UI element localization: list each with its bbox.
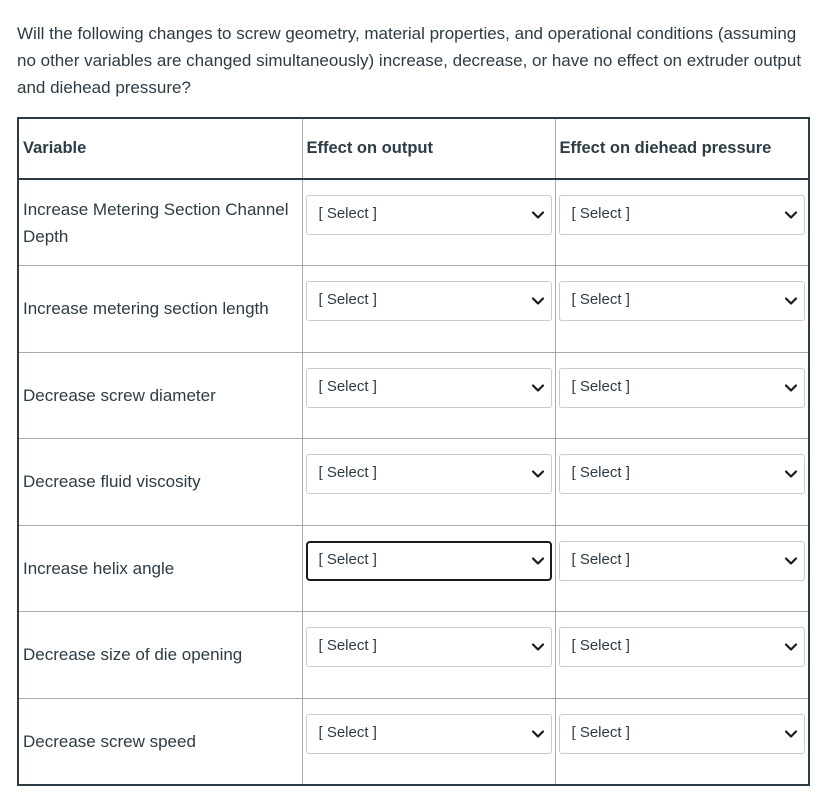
pressure-select[interactable] <box>559 195 806 235</box>
question-text: Will the following changes to screw geometry, material properties, and operational conditions (assuming no other variables are changed simultaneously) increase, decrease, or have no effect on extruder output and diehead pressure? <box>17 24 802 97</box>
chevron-down-icon <box>784 294 798 308</box>
output-select-cell <box>302 439 555 526</box>
select-value: [ Select ] <box>318 637 377 654</box>
table-row <box>18 352 809 439</box>
table-row <box>18 612 809 699</box>
output-select-cell <box>302 698 555 785</box>
variable-label: Increase helix angle <box>18 525 302 612</box>
chevron-down-icon <box>784 640 798 654</box>
pressure-select-cell <box>555 179 809 266</box>
chevron-down-icon <box>531 294 545 308</box>
select-value: [ Select ] <box>318 291 377 308</box>
chevron-down-icon <box>531 381 545 395</box>
pressure-select[interactable] <box>559 541 806 581</box>
select-value: [ Select ] <box>571 377 630 395</box>
table-row <box>18 439 809 526</box>
variable-label: Decrease screw diameter <box>18 352 302 439</box>
pressure-select-cell <box>555 352 809 439</box>
select-value: [ Select ] <box>318 377 377 395</box>
output-select[interactable] <box>306 541 552 581</box>
output-select[interactable] <box>306 281 552 321</box>
pressure-select[interactable] <box>559 714 806 754</box>
output-select-cell <box>302 525 555 612</box>
header-effect-on-pressure: Effect on diehead pressure <box>555 118 809 179</box>
variable-label: Decrease fluid viscosity <box>18 439 302 526</box>
chevron-down-icon <box>531 640 545 654</box>
chevron-down-icon <box>531 208 545 222</box>
pressure-select[interactable] <box>559 281 806 321</box>
pressure-select[interactable] <box>559 454 806 494</box>
pressure-select[interactable] <box>559 627 806 667</box>
variable-label: Decrease size of die opening <box>18 612 302 699</box>
pressure-select[interactable] <box>559 368 806 408</box>
output-select-cell <box>302 612 555 699</box>
output-select-cell <box>302 352 555 439</box>
output-select[interactable] <box>306 627 552 667</box>
chevron-down-icon <box>784 467 798 481</box>
chevron-down-icon <box>784 381 798 395</box>
pressure-select-cell <box>555 266 809 353</box>
output-select-cell <box>302 266 555 353</box>
pressure-select-cell <box>555 525 809 612</box>
chevron-down-icon <box>784 554 798 568</box>
output-select[interactable] <box>306 454 552 494</box>
chevron-down-icon <box>531 554 545 568</box>
select-value: [ Select ] <box>571 550 630 568</box>
pressure-select-cell <box>555 698 809 785</box>
select-value: [ Select ] <box>318 205 377 222</box>
table-row <box>18 698 809 785</box>
select-value: [ Select ] <box>571 637 630 654</box>
chevron-down-icon <box>531 467 545 481</box>
select-value: [ Select ] <box>571 464 630 481</box>
pressure-select-cell <box>555 612 809 699</box>
pressure-select-cell <box>555 439 809 526</box>
select-value: [ Select ] <box>571 205 630 222</box>
select-value: [ Select ] <box>571 291 630 308</box>
chevron-down-icon <box>531 727 545 741</box>
select-value: [ Select ] <box>571 723 630 741</box>
table-row <box>18 525 809 612</box>
output-select[interactable] <box>306 195 552 235</box>
output-select[interactable] <box>306 368 552 408</box>
table-row <box>18 266 809 353</box>
chevron-down-icon <box>784 208 798 222</box>
header-variable: Variable <box>18 118 302 179</box>
output-select[interactable] <box>306 714 552 754</box>
chevron-down-icon <box>784 727 798 741</box>
variable-label: Increase metering section length <box>18 266 302 353</box>
variable-label: Increase Metering Section Channel Depth <box>18 179 302 266</box>
select-value: [ Select ] <box>318 550 377 568</box>
variable-label: Decrease screw speed <box>18 698 302 785</box>
header-effect-on-output: Effect on output <box>302 118 555 179</box>
select-value: [ Select ] <box>318 723 377 741</box>
answer-table <box>17 117 810 786</box>
select-value: [ Select ] <box>318 464 377 481</box>
table-row <box>18 179 809 266</box>
output-select-cell <box>302 179 555 266</box>
table-header-row <box>18 118 809 179</box>
